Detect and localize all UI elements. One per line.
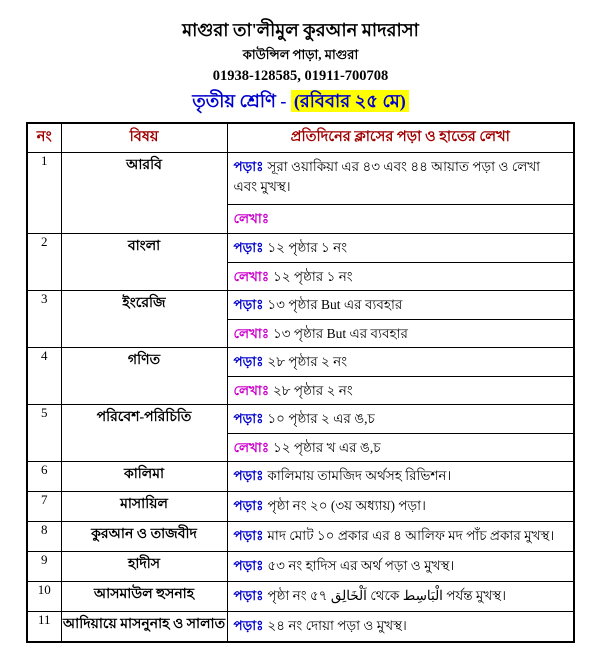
pora-text: সূরা ওয়াকিয়া এর ৪৩ এবং ৪৪ আয়াত পড়া ও লেখা এবং মুখস্থ। [233,159,541,194]
content-cell [227,291,574,348]
pora-label: পড়াঃ [233,468,264,483]
content-cell [227,234,574,291]
class-title-line [0,88,601,114]
pora-label: পড়াঃ [233,411,264,426]
row-number: 6 [27,462,61,492]
col-header-content: প্রতিদিনের ক্লাসের পড়া ও হাতের লেখা [227,123,574,153]
content-cell [227,612,574,643]
lekha-line [228,262,574,290]
document-header [0,18,601,114]
row-number: 7 [27,492,61,522]
pora-line [228,405,574,433]
class-date-highlight: (রবিবার ২৫ মে) [291,90,409,112]
pora-label: পড়াঃ [233,528,264,543]
pora-line [228,348,574,376]
subject-cell: মাসায়িল [61,492,227,522]
homework-table [26,122,575,643]
pora-line [228,291,574,319]
table-row [27,462,574,492]
lekha-text: ২৮ পৃষ্ঠার ২ নং [273,383,353,398]
lekha-label: লেখাঃ [233,383,270,398]
lekha-label: লেখাঃ [233,269,270,284]
lekha-text: ১২ পৃষ্ঠার ১ নং [273,269,353,284]
content-cell [227,405,574,462]
table-row [27,552,574,582]
pora-line [228,612,574,641]
phone-numbers: 01938-128585, 01911-700708 [212,68,389,84]
subject-cell: আরবি [61,153,227,234]
pora-text: পৃষ্ঠা নং ২০ (৩য় অধ্যায়) পড়া। [267,498,426,513]
content-cell [227,522,574,552]
lekha-line [228,319,574,347]
table-row [27,612,574,643]
school-name: মাগুরা তা'লীমুল কুরআন মাদরাসা [182,20,419,40]
subject-cell: ইংরেজি [61,291,227,348]
pora-label: পড়াঃ [233,354,264,369]
content-cell [227,552,574,582]
school-address: কাউন্সিল পাড়া, মাগুরা [242,47,359,62]
row-number: 2 [27,234,61,291]
lekha-label: লেখাঃ [233,211,270,226]
pora-line [228,582,574,611]
row-number: 9 [27,552,61,582]
table-header-row [27,123,574,153]
subject-cell: গণিত [61,348,227,405]
row-number: 4 [27,348,61,405]
lekha-text: ১২ পৃষ্ঠার খ এর ঙ,চ [273,440,381,455]
lekha-label: লেখাঃ [233,440,270,455]
subject-cell: আদিয়ায়ে মাসনুনাহ ও সালাত [61,612,227,643]
col-header-subject: বিষয় [61,123,227,153]
row-number: 5 [27,405,61,462]
pora-text: কালিমায় তামজিদ অর্থসহ রিভিশন। [267,468,452,483]
class-label: তৃতীয় শ্রেণি - [192,91,287,111]
pora-text: ২৪ নং দোয়া পড়া ও মুখস্থ। [267,618,407,633]
lekha-label: লেখাঃ [233,326,270,341]
subject-cell: আসমাউল হুসনাহ [61,582,227,612]
pora-text: ১৩ পৃষ্ঠার But এর ব্যবহার [267,297,403,312]
content-cell [227,462,574,492]
pora-text: ১২ পৃষ্ঠার ১ নং [267,240,348,255]
pora-label: পড়াঃ [233,618,264,633]
row-number: 11 [27,612,61,643]
table-row [27,405,574,462]
pora-label: পড়াঃ [233,159,264,174]
pora-line [228,492,574,521]
lekha-line [228,433,574,461]
pora-label: পড়াঃ [233,558,264,573]
content-cell [227,582,574,612]
table-row [27,348,574,405]
table-row [27,291,574,348]
content-cell [227,348,574,405]
pora-line [228,552,574,581]
row-number: 3 [27,291,61,348]
pora-text: মাদ মোট ১০ প্রকার এর ৪ আলিফ মদ পাঁচ প্রকার মুখস্থ। [267,528,555,543]
subject-cell: কুরআন ও তাজবীদ [61,522,227,552]
pora-text: ১০ পৃষ্ঠার ২ এর ঙ,চ [267,411,375,426]
pora-text: ২৮ পৃষ্ঠার ২ নং [267,354,348,369]
table-row [27,492,574,522]
pora-line [228,234,574,262]
row-number: 10 [27,582,61,612]
content-cell [227,492,574,522]
pora-label: পড়াঃ [233,588,264,603]
pora-text: ৫৩ নং হাদিস এর অর্থ পড়া ও মুখস্থ। [267,558,455,573]
row-number: 8 [27,522,61,552]
subject-cell: পরিবেশ-পরিচিতি [61,405,227,462]
lekha-line [228,204,574,233]
pora-line [228,522,574,551]
table-row [27,234,574,291]
row-number: 1 [27,153,61,234]
lekha-text: ১৩ পৃষ্ঠার But এর ব্যবহার [273,326,408,341]
table-row [27,522,574,552]
col-header-no: নং [27,123,61,153]
table-row [27,582,574,612]
pora-line [228,462,574,491]
subject-cell: কালিমা [61,462,227,492]
content-cell [227,153,574,234]
lekha-line [228,376,574,404]
pora-text: পৃষ্ঠা নং ৫৭ اَلْخَالِق থেকে الْبَاسِط পর্যন্ত মুখস্থ। [267,588,507,603]
subject-cell: হাদীস [61,552,227,582]
table-row [27,153,574,234]
pora-label: পড়াঃ [233,240,264,255]
pora-label: পড়াঃ [233,498,264,513]
subject-cell: বাংলা [61,234,227,291]
pora-line [228,153,574,204]
pora-label: পড়াঃ [233,297,264,312]
